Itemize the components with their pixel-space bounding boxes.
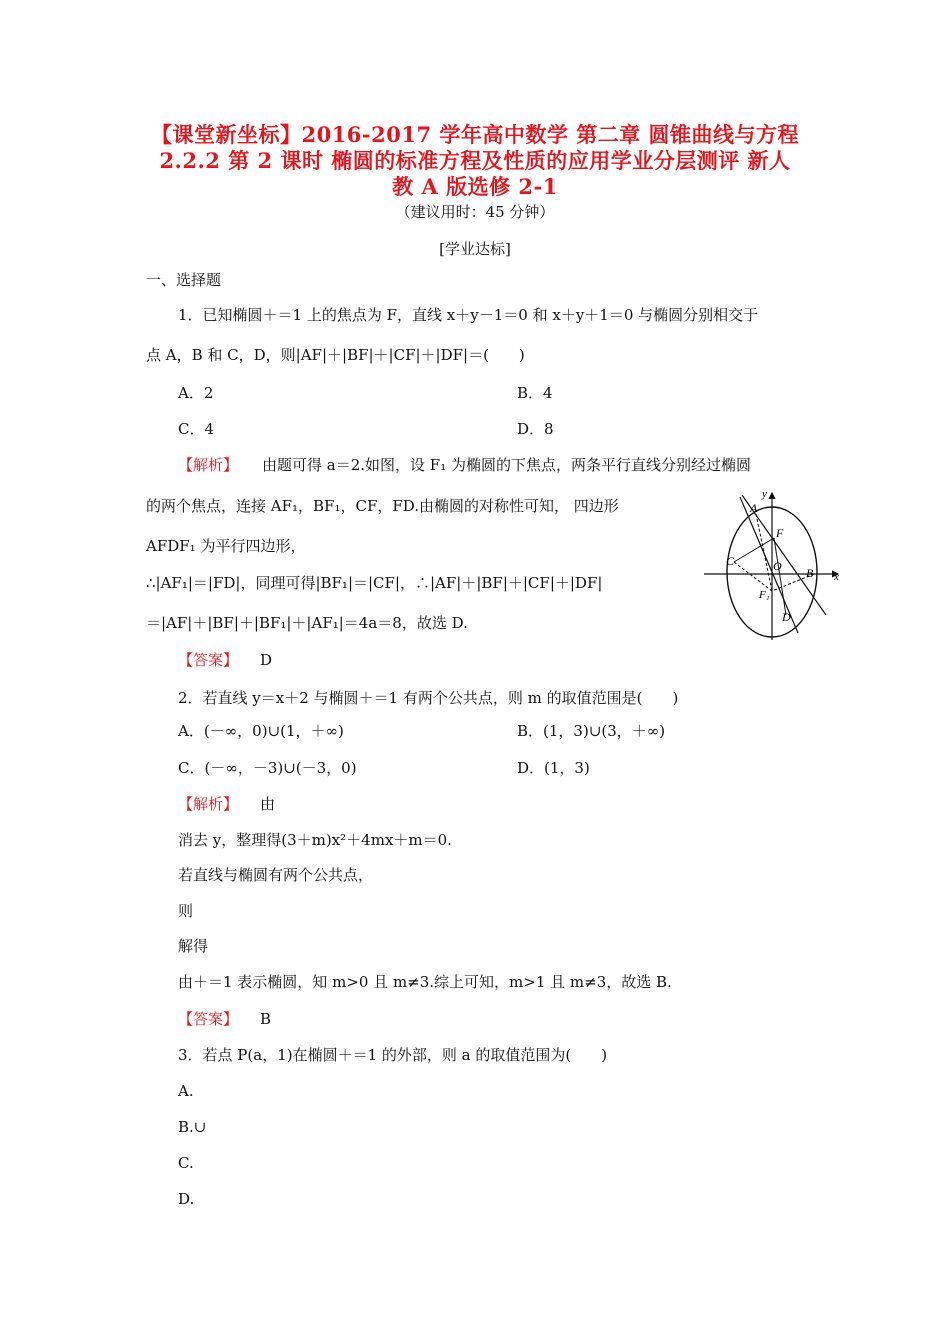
q3-stem: 3．若点 P(a，1)在椭圆＋＝1 的外部，则 a 的取值范围为( ) [178, 1046, 608, 1064]
q1-stem-line-1: 1．已知椭圆＋＝1 上的焦点为 F，直线 x＋y－1＝0 和 x＋y＋1＝0 与椭圆分别相交于 [178, 306, 759, 324]
q1-analysis-line-5: ＝|AF|＋|BF|＋|BF₁|＋|AF₁|＝4a＝8，故选 D. [146, 614, 468, 632]
ellipse-figure [700, 485, 850, 645]
q3-option-b: B.∪ [178, 1118, 207, 1136]
label-y: y [762, 488, 767, 500]
q3-option-d: D. [178, 1190, 195, 1208]
label-d: D [782, 610, 791, 624]
q1-option-c: C．4 [178, 420, 215, 438]
q1-analysis-line-3: AFDF₁ 为平行四边形， [146, 537, 306, 555]
q2-analysis-line-6: 由＋＝1 表示椭圆，知 m>0 且 m≠3.综上可知，m>1 且 m≠3，故选 B. [178, 973, 672, 991]
q2-analysis-line-1 [178, 794, 275, 814]
title-line-1: 【课堂新坐标】2016-2017 学年高中数学 第二章 圆锥曲线与方程 [150, 122, 800, 147]
q3-option-c: C. [178, 1154, 194, 1172]
label-f: F [776, 526, 784, 540]
label-o: O [773, 559, 782, 573]
q2-option-c: C．(－∞，－3)∪(－3，0) [178, 759, 357, 777]
q1-analysis-text-1: 由题可得 a＝2.如图，设 F₁ 为椭圆的下焦点，两条平行直线分别经过椭圆 [262, 456, 751, 474]
q2-analysis-line-2: 消去 y，整理得(3＋m)x²＋4mx＋m＝0. [178, 831, 452, 849]
q2-analysis-line-4: 则 [178, 902, 194, 920]
q1-analysis-line-4: ∴|AF₁|＝|FD|，同理可得|BF₁|＝|CF|，∴|AF|＋|BF|＋|CF|＋|DF| [146, 574, 603, 592]
q2-analysis-text-1: 由 [260, 795, 276, 813]
label-a: A [750, 501, 758, 515]
title-line-2: 2.2.2 第 2 课时 椭圆的标准方程及性质的应用学业分层测评 新人 [159, 148, 791, 173]
q2-option-b: B．(1，3)∪(3，＋∞) [517, 722, 666, 740]
q1-answer-value: D [260, 651, 273, 669]
q2-answer-tag: 【答案】 [178, 1010, 239, 1028]
label-f1: F₁ [759, 589, 770, 601]
q1-stem-line-2: 点 A，B 和 C，D，则|AF|＋|BF|＋|CF|＋|DF|＝( ) [146, 346, 525, 364]
q1-option-b: B．4 [517, 384, 553, 402]
q1-analysis-line-2: 的两个焦点，连接 AF₁，BF₁，CF，FD.由椭圆的对称性可知， 四边形 [146, 497, 619, 515]
level-heading: [学业达标] [439, 240, 511, 258]
label-x: x [834, 571, 839, 583]
q2-analysis-line-3: 若直线与椭圆有两个公共点， [178, 866, 374, 884]
q2-analysis-tag: 【解析】 [178, 795, 239, 813]
segment-cf1 [734, 562, 772, 591]
section-heading: 一、选择题 [146, 271, 222, 289]
q2-option-a: A．(－∞，0)∪(1，＋∞) [178, 722, 344, 740]
label-c: C [726, 554, 735, 568]
q2-stem: 2．若直线 y＝x＋2 与椭圆＋＝1 有两个公共点，则 m 的取值范围是( ) [178, 689, 679, 707]
q2-analysis-line-5: 解得 [178, 937, 209, 955]
segment-cf [734, 538, 774, 562]
title-line-3: 教 A 版选修 2-1 [392, 174, 558, 199]
q1-option-d: D．8 [517, 420, 554, 438]
q1-answer-line [178, 650, 272, 670]
q1-option-a: A．2 [178, 384, 214, 402]
q3-option-a: A. [178, 1082, 194, 1100]
q2-answer-value: B [260, 1010, 272, 1028]
q1-answer-tag: 【答案】 [178, 651, 239, 669]
q2-option-d: D．(1，3) [517, 759, 590, 777]
label-b: B [806, 566, 814, 580]
q2-answer-line [178, 1009, 271, 1029]
time-note: （建议用时：45 分钟） [395, 203, 555, 221]
document-title [100, 122, 850, 200]
q1-analysis-line-1 [178, 455, 751, 475]
q1-analysis-tag: 【解析】 [178, 456, 239, 474]
